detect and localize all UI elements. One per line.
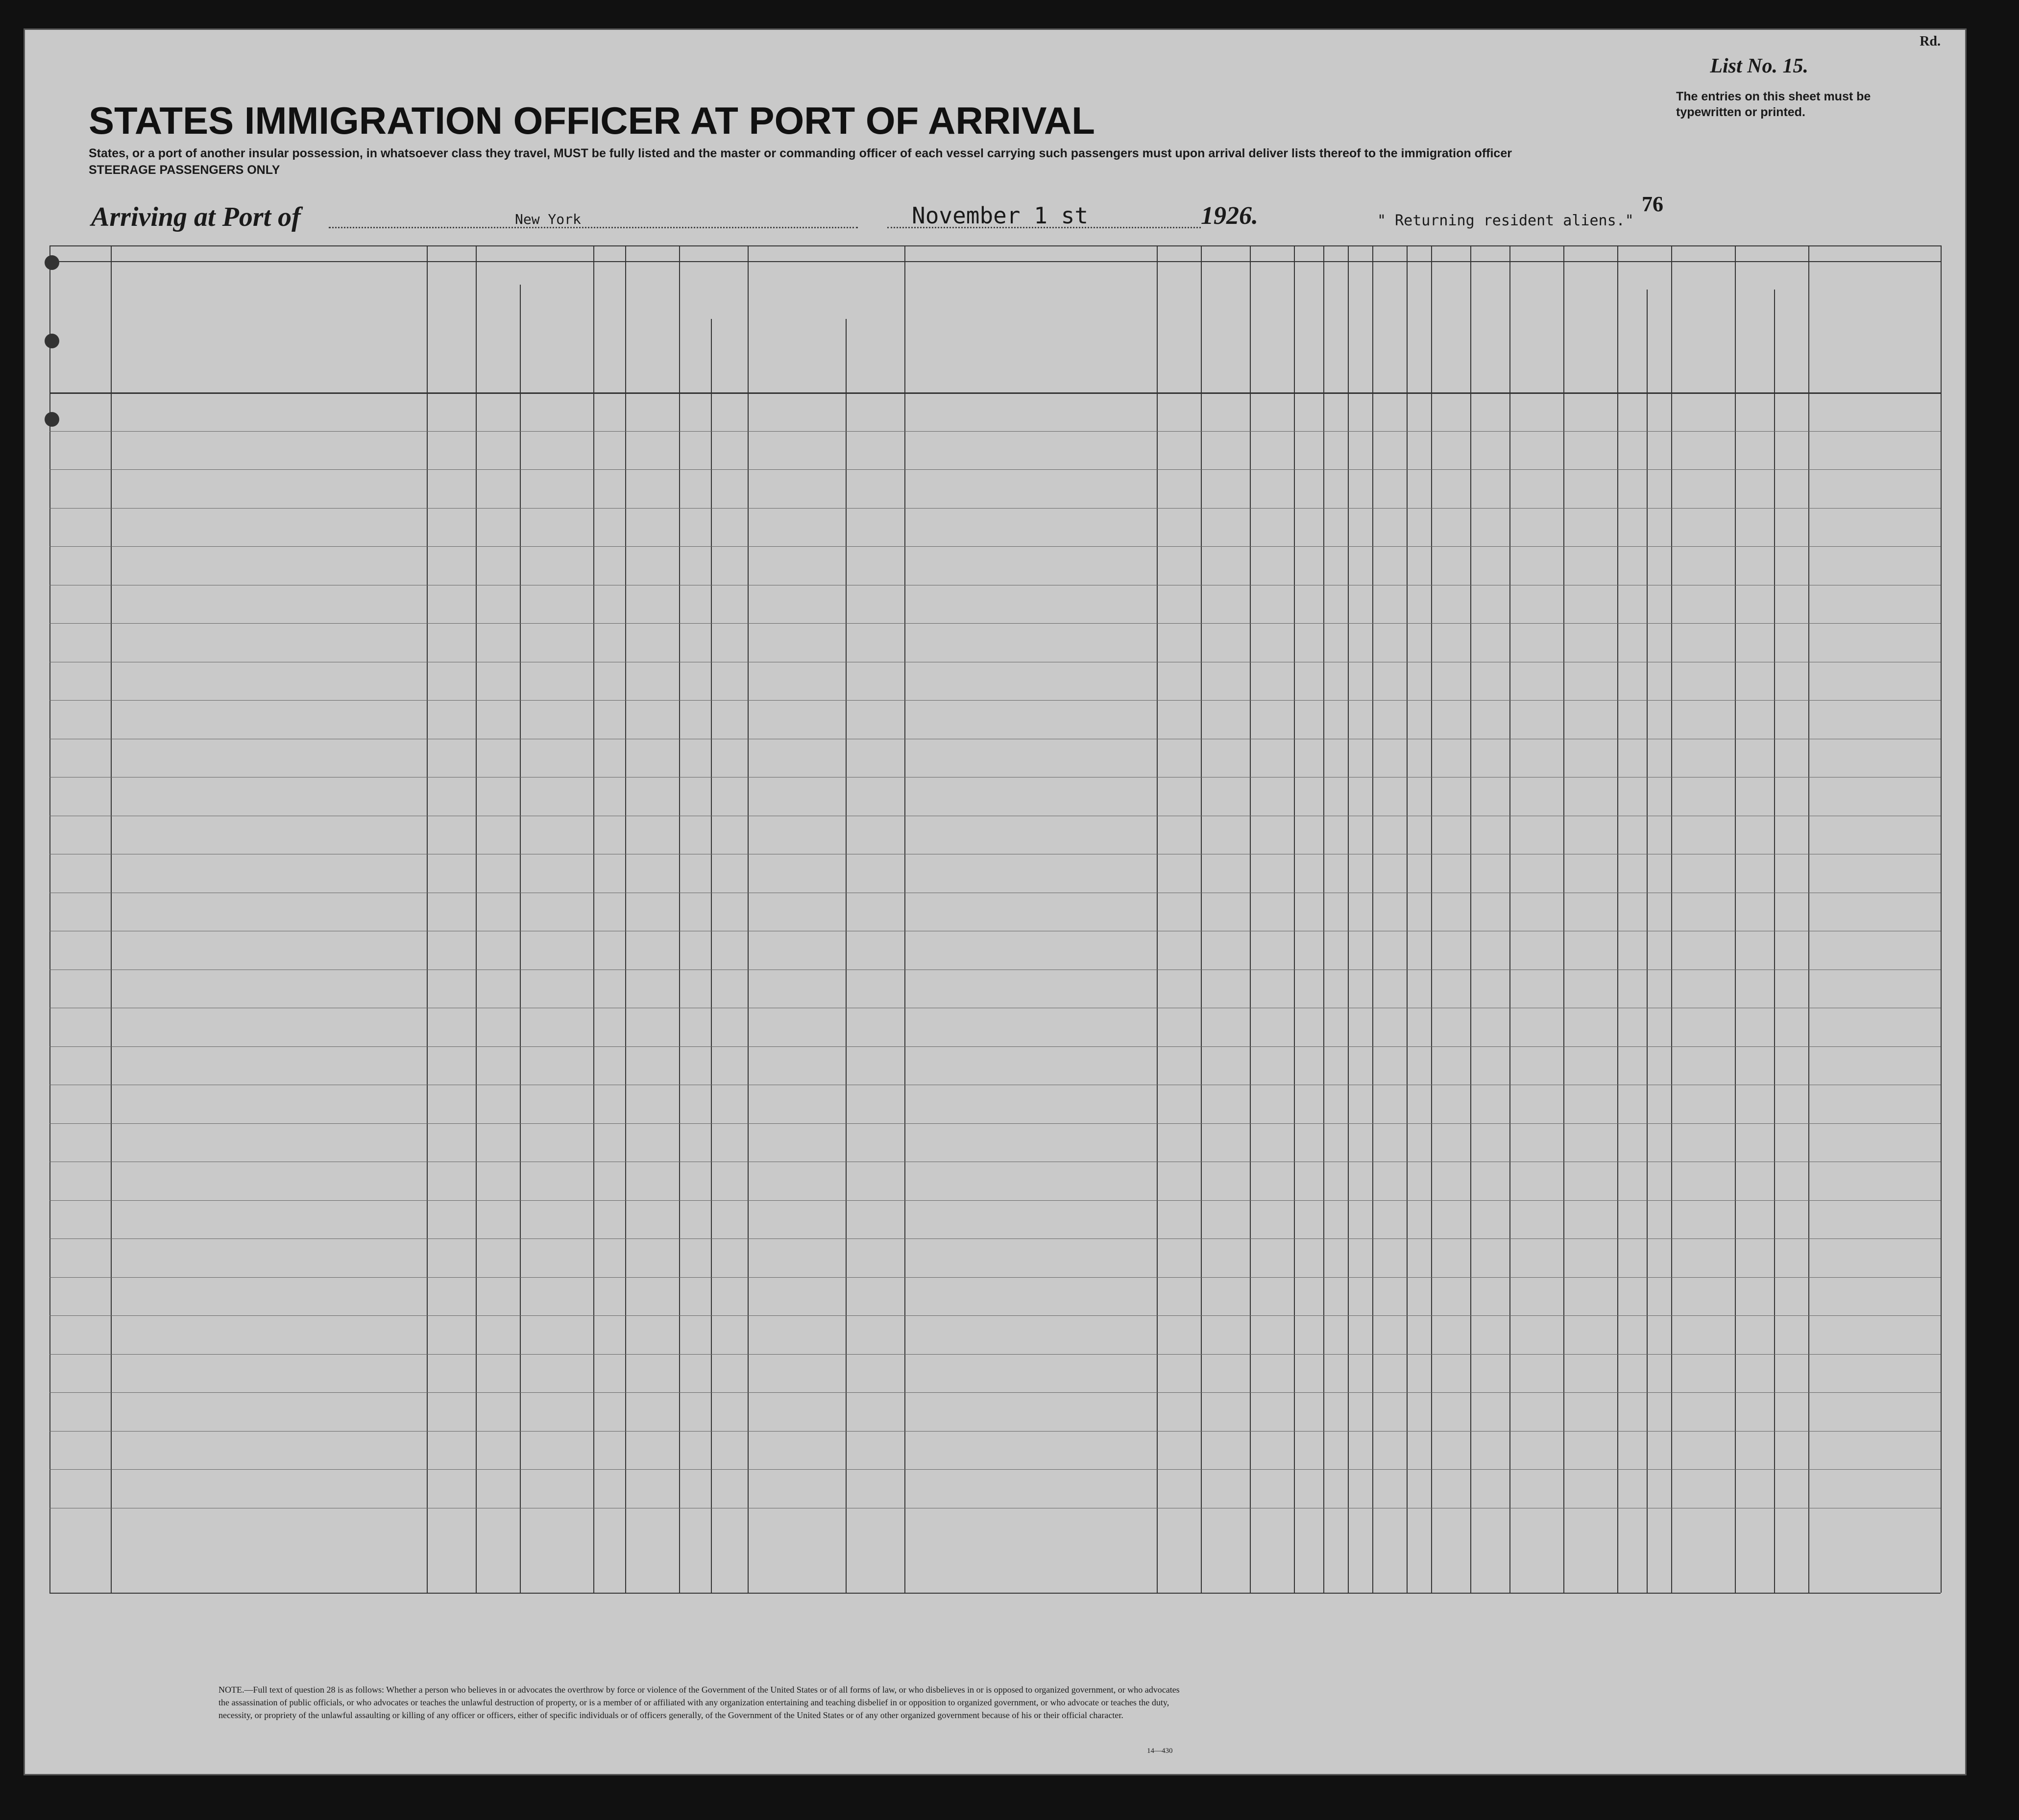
column-rule (1372, 245, 1373, 1593)
column-rule (1617, 245, 1618, 1593)
column-rule (1941, 245, 1942, 1593)
subtitle-line-2: STEERAGE PASSENGERS ONLY (89, 163, 280, 177)
row-rule (49, 1469, 1941, 1470)
column-rule (1294, 245, 1295, 1593)
column-rule (427, 245, 428, 1593)
column-subrule (520, 285, 521, 1593)
row-rule (49, 700, 1941, 701)
column-rule (1509, 245, 1510, 1593)
column-subrule (846, 319, 847, 1593)
column-subrule (1774, 290, 1775, 1593)
date-year: 1926. (1201, 202, 1258, 230)
column-rule (49, 245, 50, 1593)
row-rule (49, 469, 1941, 470)
list-number: List No. 15. (1710, 55, 1808, 77)
port-value: New York (515, 211, 581, 227)
column-rule (1671, 245, 1672, 1593)
row-rule (49, 1315, 1941, 1316)
manifest-sheet (24, 28, 1967, 1775)
row-rule (49, 623, 1941, 624)
column-rule (679, 245, 680, 1593)
column-rule (476, 245, 477, 1593)
footer-note: NOTE.—Full text of question 28 is as follows: Whether a person who believes in or advocates the overthrow by force or violence of the Government of the United States or of all forms of law, or who disbelieves in or is opposed to organized government, or who advocates the assassination of public officials, or who advocates or teaches the unlawful destruction of property, or is a member of or affiliated with any organization entertaining and teaching disbelief in or opposition to organized government, or who advocate or teaches the duty, necessity, or propriety of the unlawful assaulting or killing of any officer or officers, either of specific individuals or of officers generally, of the Government of the United States or of any other organized government because of his or their official character. (219, 1685, 1180, 1720)
column-subrule (1647, 290, 1648, 1593)
column-subrule (1250, 245, 1251, 1593)
table-bottom-rule (49, 1593, 1941, 1594)
row-rule (49, 508, 1941, 509)
date-month: November 1 st (912, 202, 1089, 229)
column-rule (748, 245, 749, 1593)
row-rule (49, 546, 1941, 547)
column-rule (1407, 245, 1408, 1593)
column-rule (625, 245, 626, 1593)
handwritten-number: 76 (1642, 192, 1663, 216)
column-subrule (711, 319, 712, 1593)
column-rule (1470, 245, 1471, 1593)
subtitle-line-1: States, or a port of another insular possession, in whatsoever class they travel, MUST be fully listed and the master or commanding officer of each vessel carrying such passengers must upon arrival deliver lists thereof to the immigration officer (89, 146, 1512, 160)
form-number: 14—430 (1147, 1747, 1173, 1755)
row-rule (49, 1123, 1941, 1124)
row-rule (49, 1392, 1941, 1393)
table-top-rule (49, 245, 1941, 246)
column-rule (1431, 245, 1432, 1593)
column-rule (1808, 245, 1809, 1593)
returning-aliens-note: " Returning resident aliens." (1377, 212, 1634, 229)
column-rule (1348, 245, 1349, 1593)
column-rule (1323, 245, 1324, 1593)
arriving-label: Arriving at Port of (91, 202, 301, 232)
column-rule (111, 245, 112, 1593)
column-rule (1735, 245, 1736, 1593)
column-rule (1563, 245, 1564, 1593)
column-rule (904, 245, 905, 1593)
row-rule (49, 1354, 1941, 1355)
manifest-table (49, 245, 1941, 1593)
column-number-rule (49, 261, 1941, 262)
row-rule (49, 1238, 1941, 1239)
row-rule (49, 1200, 1941, 1201)
column-subrule (1201, 245, 1202, 1593)
column-rule (1157, 245, 1158, 1593)
row-rule (49, 431, 1941, 432)
page-title: STATES IMMIGRATION OFFICER AT PORT OF ARRIVAL (89, 99, 1095, 142)
typewritten-note: The entries on this sheet must be typewritten or printed. (1676, 90, 1871, 119)
rd-label: Rd. (1920, 34, 1941, 49)
port-underline (329, 227, 858, 228)
header-bottom-rule (49, 392, 1941, 394)
column-rule (593, 245, 594, 1593)
row-rule (49, 1046, 1941, 1047)
row-rule (49, 1431, 1941, 1432)
row-rule (49, 1277, 1941, 1278)
